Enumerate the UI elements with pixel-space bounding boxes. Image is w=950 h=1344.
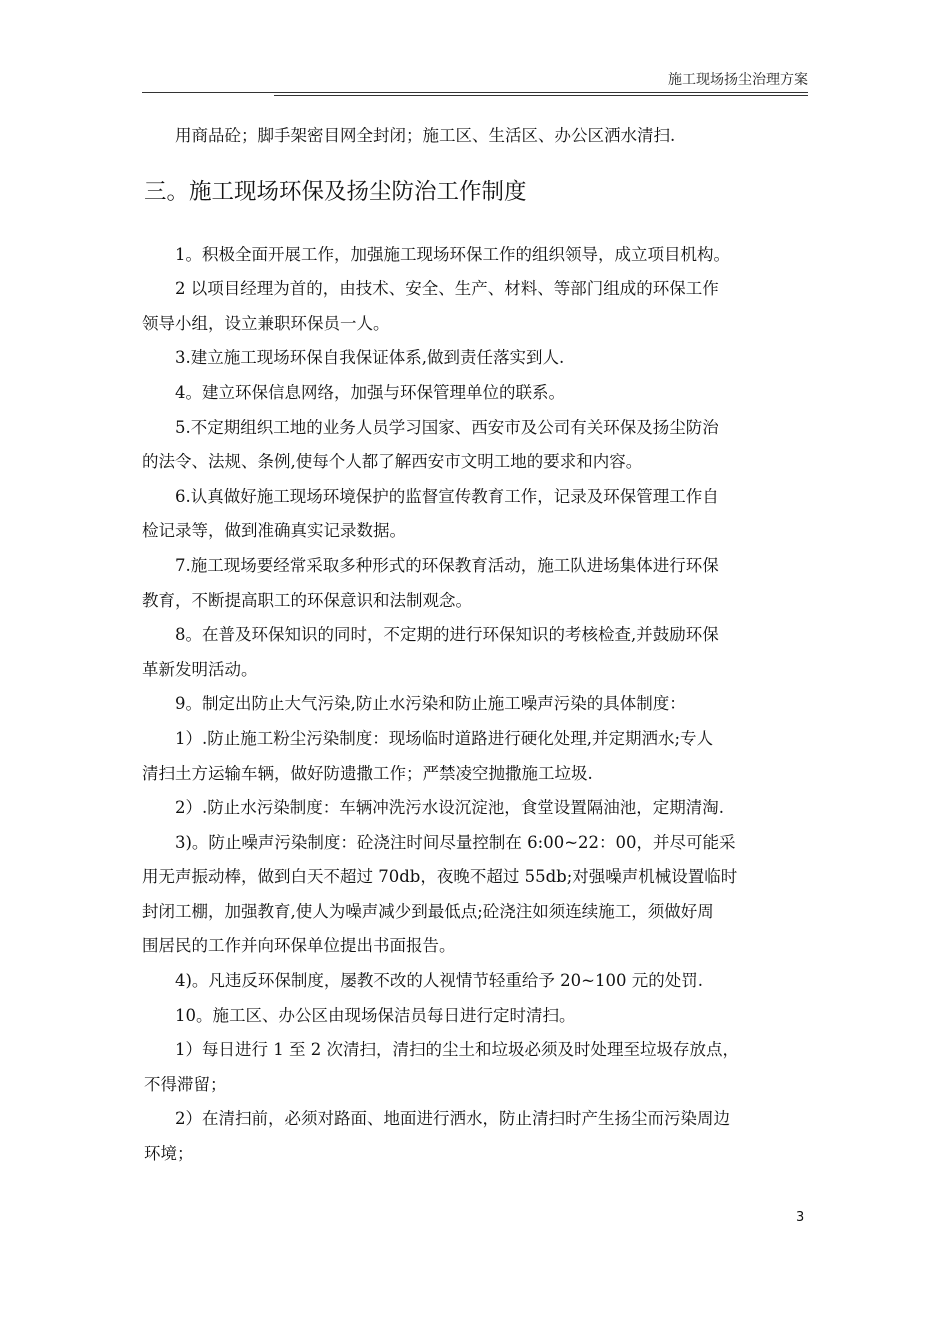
paragraph-line: 2 以项目经理为首的，由技术、安全、生产、材料、等部门组成的环保工作: [175, 279, 719, 299]
paragraph-line: 9。制定出防止大气污染,防止水污染和防止施工噪声污染的具体制度：: [175, 694, 686, 714]
paragraph-line: 3)。防止噪声污染制度：砼浇注时间尽量控制在 6:00~22：00，并尽可能采: [175, 832, 736, 852]
paragraph-line: 封闭工棚，加强教育,使人为噪声减少到最低点;砼浇注如须连续施工，须做好周: [142, 901, 714, 921]
paragraph-line: 3.建立施工现场环保自我保证体系,做到责任落实到人.: [175, 348, 565, 368]
paragraph-line: 的法令、法规、条例,使每个人都了解西安市文明工地的要求和内容。: [142, 452, 643, 472]
paragraph-line: 教育，不断提高职工的环保意识和法制观念。: [142, 590, 472, 610]
paragraph-line: 环境；: [144, 1144, 194, 1164]
paragraph-line: 8。在普及环保知识的同时，不定期的进行环保知识的考核检查,并鼓励环保: [175, 625, 719, 645]
paragraph-line: 4。建立环保信息网络，加强与环保管理单位的联系。: [175, 382, 565, 402]
paragraph-line: 革新发明活动。: [142, 659, 258, 679]
page-number: 3: [796, 1210, 805, 1225]
paragraph-line: 7.施工现场要经常采取多种形式的环保教育活动，施工队进场集体进行环保: [175, 555, 719, 575]
paragraph-line: 围居民的工作并向环保单位提出书面报告。: [142, 936, 456, 956]
intro-paragraph: 用商品砼；脚手架密目网全封闭；施工区、生活区、办公区洒水清扫.: [175, 126, 676, 145]
paragraph-line: 不得滞留；: [144, 1074, 227, 1094]
header-rule: [142, 92, 808, 93]
paragraph-line: 1）.防止施工粉尘污染制度：现场临时道路进行硬化处理,并定期洒水;专人: [175, 728, 714, 748]
header-rule-secondary: [274, 95, 808, 96]
running-header-title: 施工现场扬尘治理方案: [668, 72, 808, 88]
page-body: [142, 119, 814, 1172]
section-heading: 三。施工现场环保及扬尘防治工作制度: [144, 178, 527, 205]
paragraph-line: 领导小组，设立兼职环保员一人。: [142, 313, 390, 333]
paragraph-line: 用无声振动棒，做到白天不超过 70db，夜晚不超过 55db;对强噪声机械设置临时: [142, 867, 738, 887]
paragraph-line: 1）每日进行 1 至 2 次清扫，清扫的尘土和垃圾必须及时处理至垃圾存放点，: [175, 1040, 739, 1060]
paragraph-line: 2）.防止水污染制度：车辆冲洗污水设沉淀池，食堂设置隔油池，定期清淘.: [175, 798, 724, 818]
paragraph-line: 检记录等，做到准确真实记录数据。: [142, 521, 406, 541]
paragraph-line: 1。积极全面开展工作，加强施工现场环保工作的组织领导，成立项目机构。: [175, 244, 730, 264]
paragraph-line: 10。施工区、办公区由现场保洁员每日进行定时清扫。: [175, 1005, 576, 1025]
paragraph-line: 6.认真做好施工现场环境保护的监督宣传教育工作，记录及环保管理工作自: [175, 486, 719, 506]
paragraph-line: 5.不定期组织工地的业务人员学习国家、西安市及公司有关环保及扬尘防治: [175, 417, 719, 437]
paragraph-line: 2）在清扫前，必须对路面、地面进行洒水，防止清扫时产生扬尘而污染周边: [175, 1109, 730, 1129]
paragraph-line: 清扫土方运输车辆，做好防遗撒工作；严禁凌空抛撒施工垃圾.: [142, 763, 593, 783]
paragraph-line: 4)。凡违反环保制度，屡教不改的人视情节轻重给予 20~100 元的处罚.: [175, 971, 703, 991]
